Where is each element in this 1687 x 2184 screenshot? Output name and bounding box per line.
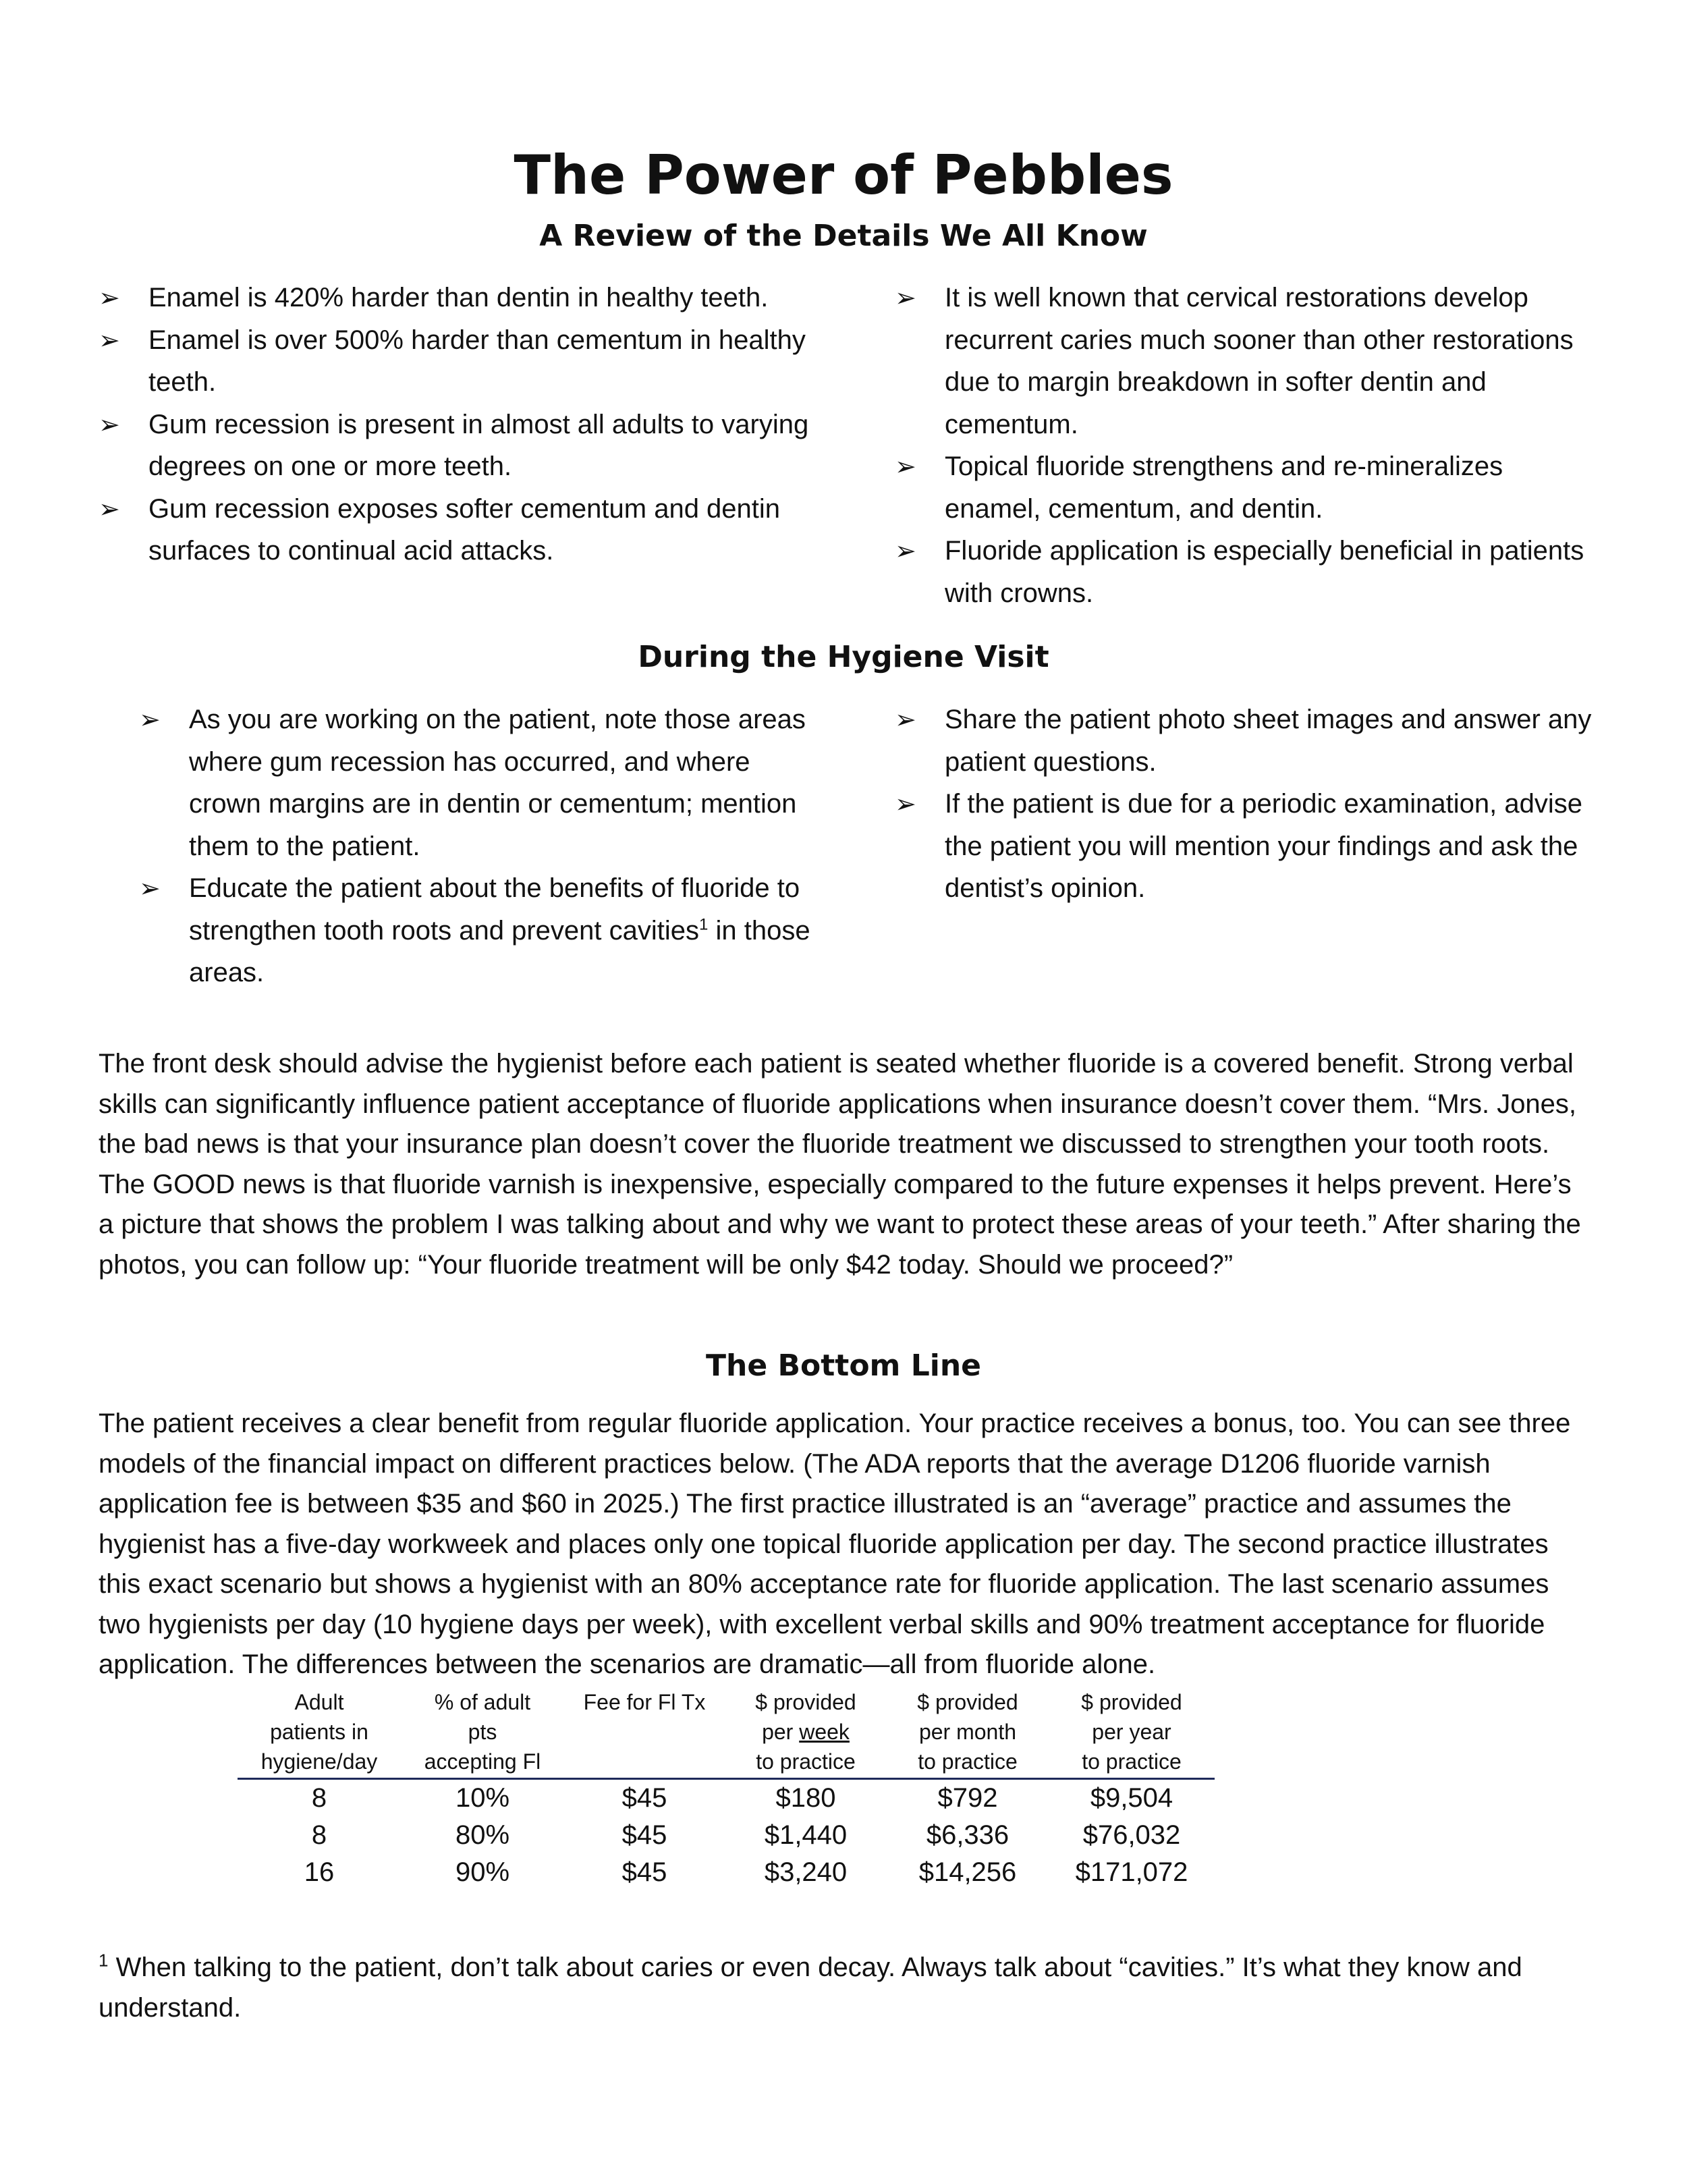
bottom-line-paragraph: The patient receives a clear benefit from regular fluoride application. Your practice receives a bonus, too. You can see three models of the financial impact on different practices below. (The ADA reports that the average D1206 fluoride varnish application fee is between $35 and $60 in 2025.) The first practice illustrated is an “average” practice and assumes the hygienist has a five-day workweek and places only one topical fluoride application per day. The second practice illustrates this exact scenario but shows a hygienist with an 80% acceptance rate for fluoride application. The last scenario assumes two hygienists per day (10 hygiene days per week), with excellent verbal skills and 90% treatment acceptance for fluoride application. The differences between the scenarios are dramatic—all from fluoride alone. [99,1409,1571,1679]
review-left-column [99,277,827,572]
list-item: ➢ Enamel is 420% harder than dentin in healthy teeth. [99,277,827,319]
table-cell: $14,256 [918,1857,1017,1887]
table-cell: $180 [775,1783,836,1813]
table-row [238,1779,1215,1818]
front-desk-paragraph: The front desk should advise the hygienist before each patient is seated whether fluoride is a covered benefit. Strong verbal skills can significantly influence patient acceptance of fluoride applications when insurance doesn’t cover them. “Mrs. Jones, the bad news is that your insurance plan doesn’t cover the fluoride treatment we discussed to strengthen your tooth roots. The GOOD news is that fluoride varnish is inexpensive, especially compared to the future expenses it helps prevent. Here’s a picture that shows the problem I was talking about and why we want to protect these areas of your teeth.” After sharing the photos, you can follow up: “Your fluoride treatment will be only $42 today. Should we proceed?” [99,1049,1581,1280]
table-cell: $45 [621,1820,667,1850]
hygiene-right-list [895,699,1603,910]
table-cell: $3,240 [764,1857,848,1887]
list-item: ➢ As you are working on the patient, note those areas where gum recession has occurred, and where crown margins are in dentin or cementum; mention them to the patient. [139,699,814,867]
footnote: $^1$ When talking to the patient, don’t talk about caries or even decay. Always talk about “cavities.” It’s what they know and understand. [99,1950,1522,2023]
table-cell: $45 [621,1857,667,1887]
arrow-bullet-icon: ➢ [895,283,916,312]
table-cell: 10% [455,1783,510,1813]
list-item: ➢ Gum recession exposes softer cementum and dentin surfaces to continual acid attacks. [99,488,827,572]
arrow-bullet-icon: ➢ [99,283,120,312]
table-cell: 8 [311,1820,327,1850]
list-item: ➢ Topical fluoride strengthens and re-mineralizes enamel, cementum, and dentin. [895,445,1597,530]
arrow-bullet-icon: ➢ [895,536,916,566]
arrow-bullet-icon: ➢ [99,325,120,355]
table-row [238,1854,1215,1891]
arrow-bullet-icon: ➢ [895,705,916,734]
footnote-marker: 1 [699,915,709,934]
list-item: ➢ Fluoride application is especially beneficial in patients with crowns. [895,530,1597,614]
page-title: The Power of Pebbles [514,144,1173,207]
review-right-column [895,277,1597,614]
table-header-row [238,1687,1215,1779]
bottom-line-heading: The Bottom Line [705,1348,981,1383]
hygiene-left-list [139,699,814,994]
table-cell: $171,072 [1075,1857,1188,1887]
hygiene-heading: During the Hygiene Visit [638,640,1049,674]
arrow-bullet-icon: ➢ [139,873,161,903]
table-cell: $45 [621,1783,667,1813]
table-cell: 8 [311,1783,327,1813]
arrow-bullet-icon: ➢ [895,452,916,481]
arrow-bullet-icon: ➢ [99,493,120,524]
table-cell: 80% [455,1820,510,1850]
header-per-week: $ provided per week to practice [725,1687,887,1779]
list-item: ➢ If the patient is due for a periodic examination, advise the patient you will mention your findings and ask the dentist’s opinion. [895,783,1603,910]
list-item: ➢ Enamel is over 500% harder than cementum in healthy teeth. [99,319,827,404]
table-cell: $792 [937,1783,998,1813]
list-item: ➢ Educate the patient about the benefits of fluoride to strengthen tooth roots and prevent cavities$^1$ in those areas. [139,867,814,994]
arrow-bullet-icon: ➢ [99,409,120,439]
header-per-year: $ provided per year to practice [1049,1687,1215,1779]
header-pct-accepting: % of adult pts accepting Fl [401,1687,564,1779]
footnote-marker: 1 [99,1950,109,1971]
arrow-bullet-icon: ➢ [895,789,916,819]
table-cell: $1,440 [764,1820,848,1850]
hygiene-left-column [139,699,814,994]
hygiene-right-column [895,699,1603,910]
financial-impact-table [238,1687,1215,1891]
table-cell: 90% [455,1857,510,1887]
arrow-bullet-icon: ➢ [139,705,161,734]
list-item: ➢ Share the patient photo sheet images and answer any patient questions. [895,699,1603,783]
table-cell: 16 [304,1857,335,1887]
header-per-month: $ provided per month to practice [887,1687,1049,1779]
table-row [238,1817,1215,1854]
table-cell: $6,336 [926,1820,1010,1850]
header-adult-patients: Adult patients in hygiene/day [238,1687,401,1779]
review-heading: A Review of the Details We All Know [539,219,1148,253]
list-item: ➢ It is well known that cervical restorations develop recurrent caries much sooner than other restorations due to margin breakdown in softer dentin and cementum. [895,277,1597,445]
list-item: ➢ Gum recession is present in almost all adults to varying degrees on one or more teeth. [99,404,827,488]
table-cell: $76,032 [1082,1820,1181,1850]
review-right-list [895,277,1597,614]
table-cell: $9,504 [1090,1783,1173,1813]
header-fee: Fee for Fl Tx [564,1687,725,1779]
review-left-list [99,277,827,572]
